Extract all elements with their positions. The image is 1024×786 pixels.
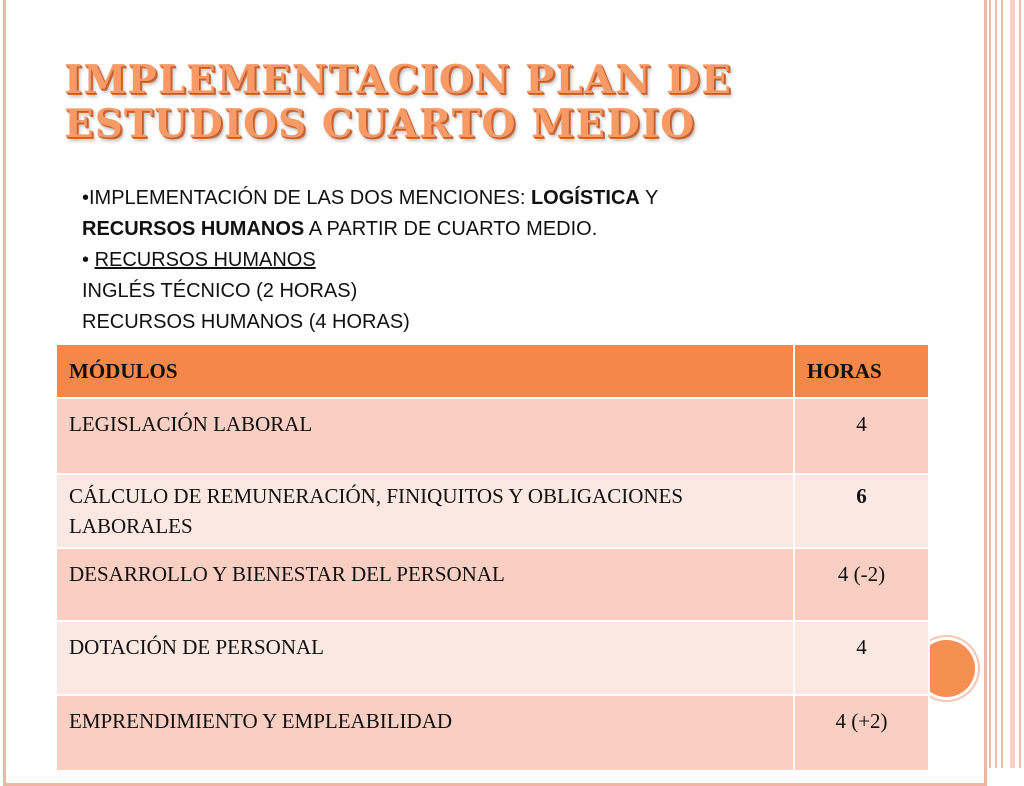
table-row bbox=[56, 548, 929, 621]
bullet-marker: • bbox=[82, 249, 95, 271]
bullet-underlined-text: RECURSOS HUMANOS bbox=[94, 249, 316, 271]
bullet-text: Y bbox=[639, 187, 659, 209]
hours-cell: 4 (-2) bbox=[794, 548, 929, 621]
table-row bbox=[56, 398, 929, 474]
bullet-line-3 bbox=[82, 245, 842, 276]
table-row bbox=[56, 474, 929, 548]
bullet-line-5: RECURSOS HUMANOS (4 HORAS) bbox=[82, 311, 410, 333]
module-cell: DOTACIÓN DE PERSONAL bbox=[56, 621, 794, 695]
slide-title bbox=[64, 58, 732, 146]
hours-cell: 4 bbox=[794, 398, 929, 474]
column-header-horas: HORAS bbox=[794, 344, 929, 398]
module-cell: CÁLCULO DE REMUNERACIÓN, FINIQUITOS Y OBLIGACIONES LABORALES bbox=[56, 474, 794, 548]
column-header-modulos: MÓDULOS bbox=[56, 344, 794, 398]
module-cell: EMPRENDIMIENTO Y EMPLEABILIDAD bbox=[56, 695, 794, 771]
hours-cell: 4 (+2) bbox=[794, 695, 929, 771]
bullet-line-1 bbox=[82, 183, 842, 214]
bullet-line-4: INGLÉS TÉCNICO (2 HORAS) bbox=[82, 280, 358, 302]
table-row bbox=[56, 695, 929, 771]
table-row bbox=[56, 621, 929, 695]
bullet-bold-text: LOGÍSTICA bbox=[530, 187, 640, 209]
hours-cell: 4 bbox=[794, 621, 929, 695]
bullet-list bbox=[82, 183, 842, 338]
bullet-text: A PARTIR DE CUARTO MEDIO. bbox=[304, 218, 598, 240]
bullet-line-2 bbox=[82, 214, 842, 245]
slide-title-line-1: IMPLEMENTACION PLAN DE bbox=[64, 57, 732, 103]
module-cell: DESARROLLO Y BIENESTAR DEL PERSONAL bbox=[56, 548, 794, 621]
right-decorative-bar bbox=[1010, 0, 1015, 768]
bullet-bold-text: RECURSOS HUMANOS bbox=[82, 218, 305, 240]
module-cell: LEGISLACIÓN LABORAL bbox=[56, 398, 794, 474]
modules-table bbox=[55, 343, 930, 772]
slide-title-line-2: ESTUDIOS CUARTO MEDIO bbox=[64, 101, 696, 147]
hours-cell: 6 bbox=[794, 474, 929, 548]
bullet-text: •IMPLEMENTACIÓN DE LAS DOS MENCIONES: bbox=[82, 187, 531, 209]
table-header-row bbox=[56, 344, 929, 398]
